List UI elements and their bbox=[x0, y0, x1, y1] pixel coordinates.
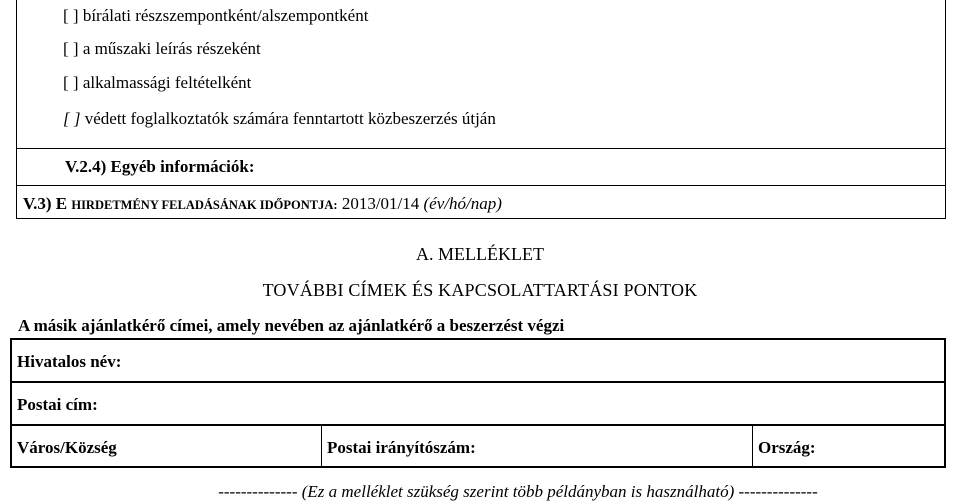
country-cell[interactable] bbox=[752, 426, 944, 466]
option-evaluation-subcriterion bbox=[63, 6, 368, 26]
annex-title: A. MELLÉKLET bbox=[416, 244, 544, 264]
dashes-left: -------------- bbox=[218, 482, 298, 501]
checkbox-bracket[interactable]: [ ] bbox=[63, 6, 79, 25]
official-name-label: Hivatalos név: bbox=[17, 352, 122, 371]
footer-note-text: (Ez a melléklet szükség szerint több példányban is használható) bbox=[301, 482, 735, 501]
checkbox-bracket[interactable]: [ ] bbox=[63, 73, 79, 92]
section-v3-line bbox=[23, 194, 502, 214]
section-v3-caps: HIRDETMÉNY FELADÁSÁNAK IDŐPONTJA: bbox=[71, 198, 338, 212]
address-form bbox=[10, 338, 946, 468]
option-label: bírálati részszempontként/alszempontként bbox=[82, 6, 369, 25]
checkbox-bracket[interactable]: [ ] bbox=[63, 109, 81, 128]
postal-code-cell[interactable] bbox=[321, 426, 752, 466]
option-technical-spec bbox=[63, 39, 261, 59]
annex-subtitle: TOVÁBBI CÍMEK ÉS KAPCSOLATTARTÁSI PONTOK bbox=[262, 280, 698, 300]
date-format: (év/hó/nap) bbox=[423, 194, 502, 213]
option-label: védett foglalkoztatók számára fenntartott közbeszerzés útján bbox=[84, 109, 496, 128]
postal-address-label: Postai cím: bbox=[17, 395, 98, 414]
country-label: Ország: bbox=[758, 438, 816, 457]
option-label: alkalmassági feltételként bbox=[82, 73, 252, 92]
postal-code-label: Postai irányítószám: bbox=[327, 438, 476, 457]
dispatch-date: 2013/01/14 bbox=[341, 194, 420, 213]
city-label: Város/Község bbox=[17, 438, 117, 457]
postal-address-row[interactable] bbox=[10, 381, 946, 424]
option-sheltered-employment bbox=[63, 109, 496, 129]
annex-description: A másik ajánlatkérő címei, amely nevében az ajánlatkérő a beszerzést végzi bbox=[18, 316, 565, 335]
dispatch-date-section bbox=[16, 186, 946, 219]
dashes-right: -------------- bbox=[738, 482, 818, 501]
checkbox-bracket[interactable]: [ ] bbox=[63, 39, 79, 58]
option-suitability-condition bbox=[63, 73, 251, 93]
city-cell[interactable] bbox=[12, 426, 321, 466]
other-information-section bbox=[16, 148, 946, 186]
official-name-row[interactable] bbox=[10, 338, 946, 381]
option-label: a műszaki leírás részeként bbox=[82, 39, 261, 58]
section-v3-prefix: V.3) E bbox=[23, 194, 68, 213]
city-code-country-row bbox=[10, 424, 946, 468]
section-v24-label: V.2.4) Egyéb információk: bbox=[65, 157, 255, 176]
footer-note bbox=[0, 482, 960, 502]
